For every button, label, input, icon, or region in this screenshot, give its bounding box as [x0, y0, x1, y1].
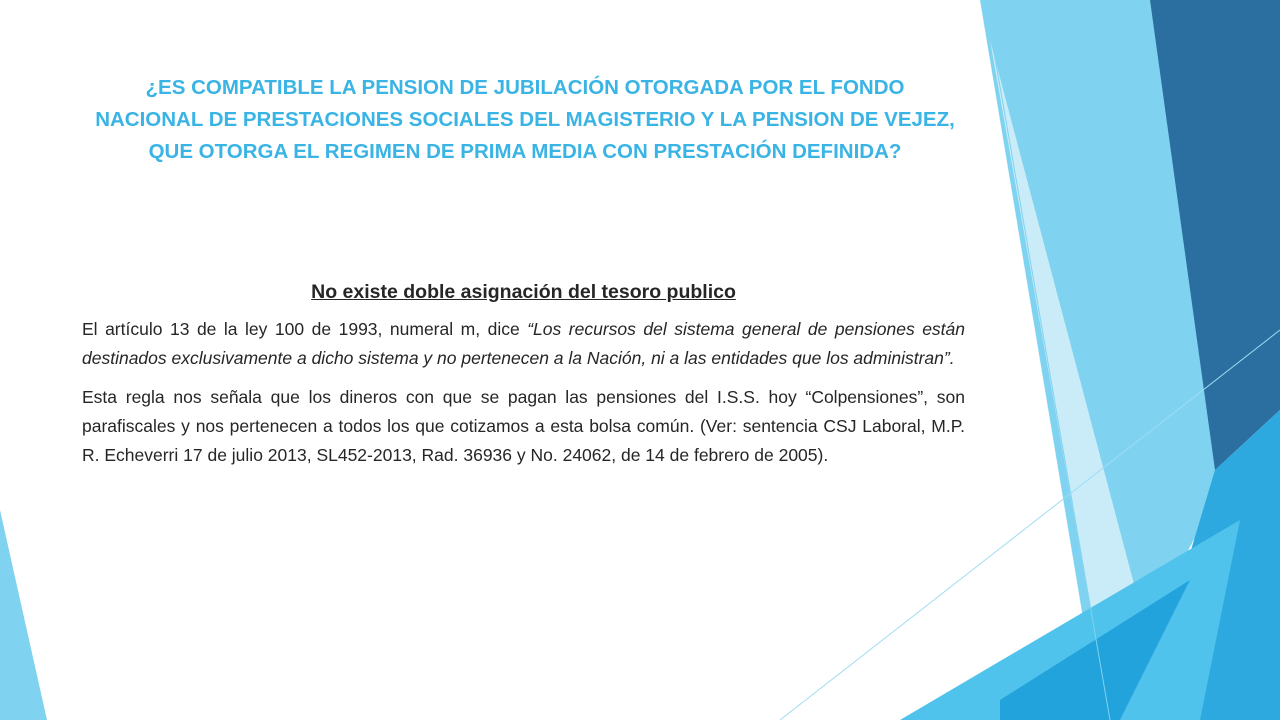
paragraph-1-quote: “Los recursos del sistema general de pensiones están destinados exclusivamente a dicho sistema y no pertenecen a la Nación, ni a las entidades que los administran”. [82, 319, 966, 368]
left-accent-triangle [0, 510, 47, 720]
subheading: No existe doble asignación del tesoro publico [311, 281, 736, 303]
slide-title: ¿ES COMPATIBLE LA PENSION DE JUBILACIÓN OTORGADA POR EL FONDO NACIONAL DE PRESTACIONES SOCIALES DEL MAGISTERIO Y LA PENSION DE VEJEZ, QUE OTORGA EL REGIMEN DE PRIMA MEDIA CON PRESTACIÓN DEFINIDA? [95, 76, 955, 163]
slide-body [82, 277, 965, 480]
paragraph-1-intro: El artículo 13 de la ley 100 de 1993, numeral m, dice [82, 319, 528, 339]
paragraph-1 [82, 315, 965, 373]
paragraph-2: Esta regla nos señala que los dineros con que se pagan las pensiones del I.S.S. hoy “Colpensiones”, son parafiscales y nos pertenecen a todos los que cotizamos a esta bolsa común. (Ver: sentencia CSJ Laboral, M.P. R. Echeverri 17 de julio 2013, SL452-2013, Rad. 36936 y No. 24062, de 14 de febrero de 2005). [82, 387, 965, 465]
